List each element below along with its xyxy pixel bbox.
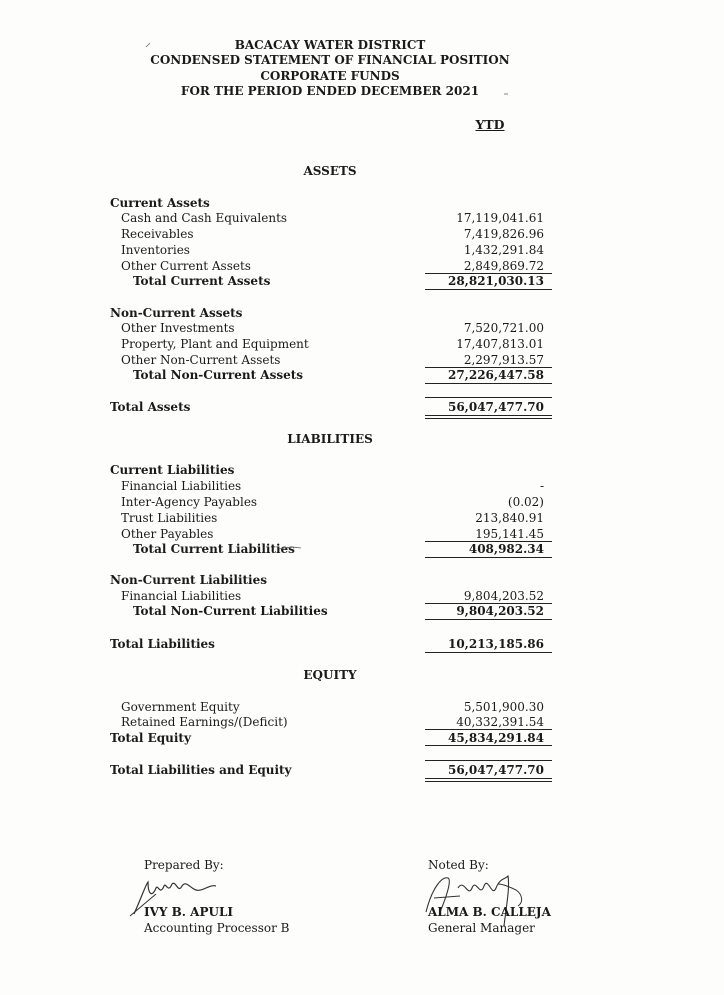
- organization-name: BACACAY WATER DISTRICT: [234, 38, 426, 52]
- total-assets-value: 56,047,477.70: [447, 400, 544, 414]
- line-item-value: 7,419,826.96: [463, 227, 544, 241]
- subheading-current-assets: Current Assets: [110, 196, 210, 210]
- total-assets-label: Total Assets: [110, 400, 191, 414]
- subheading-noncurrent-liabilities: Non-Current Liabilities: [110, 573, 268, 587]
- line-item-value: 7,520,721.00: [463, 321, 544, 335]
- line-item-label: Government Equity: [121, 700, 240, 714]
- total-noncurrent-assets-value: 27,226,447.58: [447, 368, 544, 382]
- noted-by-name: ALMA B. CALLEJA: [428, 905, 551, 919]
- total-current-assets-label: Total Current Assets: [133, 274, 271, 288]
- total-equity-value: 45,834,291.84: [447, 731, 544, 745]
- section-heading-equity: EQUITY: [303, 668, 357, 682]
- line-item-value: 213,840.91: [475, 511, 544, 525]
- total-rule: [425, 557, 552, 558]
- line-item-label: Trust Liabilities: [121, 511, 218, 525]
- double-underline: [425, 778, 552, 779]
- total-liabilities-equity-label: Total Liabilities and Equity: [110, 763, 292, 777]
- line-item-value: 2,849,869.72: [463, 259, 544, 273]
- total-rule: [425, 760, 552, 761]
- line-item-value: (0.02): [507, 495, 544, 509]
- line-item-value: 9,804,203.52: [463, 589, 544, 603]
- subheading-current-liabilities: Current Liabilities: [110, 463, 235, 477]
- total-equity-label: Total Equity: [110, 731, 191, 745]
- line-item-label: Other Current Assets: [121, 259, 251, 273]
- prepared-by-caption: Prepared By:: [144, 858, 224, 872]
- total-liabilities-label: Total Liabilities: [110, 637, 215, 651]
- scan-speck: [503, 88, 509, 99]
- total-noncurrent-assets-label: Total Non-Current Assets: [133, 368, 304, 382]
- scan-speck: [145, 40, 151, 51]
- line-item-value: 17,407,813.01: [456, 337, 544, 351]
- subtotal-rule: [425, 729, 552, 730]
- prepared-by-title: Accounting Processor B: [144, 921, 290, 935]
- line-item-label: Other Investments: [121, 321, 235, 335]
- line-item-value: 2,297,913.57: [463, 353, 544, 367]
- line-item-value: 5,501,900.30: [463, 700, 544, 714]
- total-rule: [425, 619, 552, 620]
- fund-name: CORPORATE FUNDS: [260, 68, 400, 83]
- line-item-value: 17,119,041.61: [456, 211, 544, 225]
- pen-stroke-mark: [278, 543, 302, 554]
- line-item-label: Other Non-Current Assets: [121, 353, 281, 367]
- prepared-by-name: IVY B. APULI: [144, 905, 234, 919]
- line-item-label: Inventories: [121, 243, 190, 257]
- period-label: FOR THE PERIOD ENDED DECEMBER 2021: [180, 83, 480, 98]
- total-rule: [425, 652, 552, 653]
- section-heading-liabilities: LIABILITIES: [287, 432, 373, 446]
- line-item-label: Retained Earnings/(Deficit): [121, 715, 288, 729]
- total-current-liabilities-label: Total Current Liabilities: [133, 542, 295, 556]
- total-noncurrent-liabilities-label: Total Non-Current Liabilities: [133, 604, 328, 618]
- total-rule: [425, 745, 552, 746]
- line-item-label: Property, Plant and Equipment: [121, 337, 309, 351]
- line-item-label: Other Payables: [121, 527, 214, 541]
- total-rule: [425, 289, 552, 290]
- line-item-label: Inter-Agency Payables: [121, 495, 258, 509]
- document-header: [0, 38, 660, 99]
- line-item-label: Financial Liabilities: [121, 479, 242, 493]
- line-item-value: 195,141.45: [475, 527, 544, 541]
- line-item-label: Cash and Cash Equivalents: [121, 211, 288, 225]
- noted-by-caption: Noted By:: [428, 858, 489, 872]
- total-rule: [425, 383, 552, 384]
- double-underline: [425, 781, 552, 782]
- line-item-value: 40,332,391.54: [456, 715, 544, 729]
- total-liabilities-value: 10,213,185.86: [447, 637, 544, 651]
- subheading-noncurrent-assets: Non-Current Assets: [110, 306, 243, 320]
- statement-title: CONDENSED STATEMENT OF FINANCIAL POSITION: [150, 53, 510, 68]
- total-current-assets-value: 28,821,030.13: [447, 274, 544, 288]
- total-current-liabilities-value: 408,982.34: [468, 542, 544, 556]
- line-item-label: Financial Liabilities: [121, 589, 242, 603]
- total-rule: [425, 397, 552, 398]
- double-underline: [425, 415, 552, 416]
- section-heading-assets: ASSETS: [303, 164, 357, 178]
- total-noncurrent-liabilities-value: 9,804,203.52: [456, 604, 544, 618]
- line-item-value: -: [539, 479, 544, 493]
- noted-by-title: General Manager: [428, 921, 535, 935]
- column-header-ytd: YTD: [475, 117, 505, 132]
- line-item-value: 1,432,291.84: [463, 243, 544, 257]
- double-underline: [425, 418, 552, 419]
- line-item-label: Receivables: [121, 227, 194, 241]
- total-liabilities-equity-value: 56,047,477.70: [447, 763, 544, 777]
